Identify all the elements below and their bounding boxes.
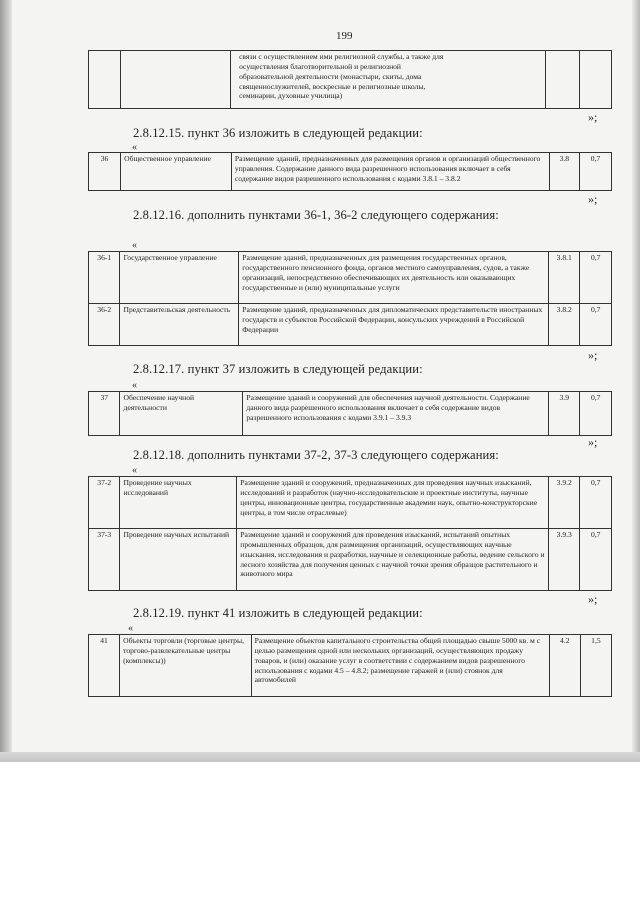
fragment-name-cell: [120, 51, 230, 109]
fragment-coef-cell: [580, 51, 612, 109]
item-name: Обеспечение научной деятельности: [120, 392, 243, 436]
opening-quote: «: [132, 380, 137, 391]
item-number: 37-3: [89, 529, 120, 591]
fragment-code-cell: [546, 51, 580, 109]
fragment-line: священнослужителей, воскресные и религиозные школы,: [239, 81, 426, 91]
scan-shadow-right: [632, 0, 640, 762]
opening-quote: «: [132, 142, 137, 153]
fragment-line: осуществления благотворительной и религиозной: [239, 61, 401, 71]
item-name: Государственное управление: [120, 252, 239, 304]
table-item-36: [88, 152, 612, 191]
item-description: Размещение зданий, предназначенных для размещения государственных органов, государственного пенсионного фонда, органов местного самоуправления, судов, а также организаций, непосредственно обеспечивающих их деятельность или оказывающих государственные и (или) муниципальные услуги: [239, 252, 549, 304]
item-coefficient: 0,7: [580, 477, 612, 529]
item-number: 37-2: [89, 477, 120, 529]
item-name: Общественное управление: [121, 153, 232, 191]
item-coefficient: 0,7: [579, 153, 611, 191]
item-code: 4.2: [549, 635, 580, 697]
item-description: Размещение зданий, предназначенных для размещения органов и организаций общественного управления. Содержание данного вида разрешенного использования включает в себя содержание видов разрешенного использования с кодами 3.8.1 – 3.8.2: [231, 153, 549, 191]
section-heading: 2.8.12.17. пункт 37 изложить в следующей редакции:: [133, 362, 423, 376]
item-description: Размещение зданий и сооружений, предназначенных для проведения научных изысканий, исследований и разработок (научно-исследовательские и проектные институты, научные центры, инновационные центры, государственные академии наук, опытно-конструкторские центры, в том числе отраслевые): [237, 477, 549, 529]
opening-quote: «: [132, 465, 137, 476]
item-name: Проведение научных испытаний: [120, 529, 237, 591]
section-heading: 2.8.12.15. пункт 36 изложить в следующей редакции:: [133, 126, 423, 140]
closing-quote: »;: [588, 592, 598, 606]
item-number: 36-1: [89, 252, 120, 304]
item-coefficient: 1,5: [580, 635, 611, 697]
closing-quote: »;: [588, 110, 598, 124]
closing-quote: »;: [588, 435, 598, 449]
item-code: 3.8.2: [549, 304, 580, 346]
section-heading: 2.8.12.16. дополнить пунктами 36-1, 36-2 следующего содержания:: [133, 208, 499, 222]
table-item-37: [88, 391, 612, 436]
item-number: 36-2: [89, 304, 120, 346]
closing-quote: »;: [588, 192, 598, 206]
fragment-desc-cell: [231, 51, 546, 109]
item-description: Размещение зданий, предназначенных для дипломатических представительств иностранных государств и субъектов Российской Федерации, консульских учреждений в Российской Федерации: [239, 304, 549, 346]
opening-quote: «: [132, 240, 137, 251]
page-number: 199: [336, 30, 353, 42]
item-code: 3.9.2: [549, 477, 580, 529]
fragment-line: семинарии, духовные училища): [239, 91, 343, 101]
item-description: Размещение объектов капитального строительства общей площадью свыше 5000 кв. м с целью размещения одной или нескольких организаций, осуществляющих продажу товаров, и (или) оказание услуг в соответствии с содержанием видов разрешенного использования с кодами 4.5 – 4.8.2; размещение гаражей и (или) стоянок для автомобилей: [251, 635, 549, 697]
item-number: 37: [89, 392, 120, 436]
fragment-line: связи с осуществлением ими религиозной службы, а также для: [239, 52, 444, 61]
table-items-37-2-37-3: [88, 476, 612, 591]
item-code: 3.9: [549, 392, 580, 436]
item-coefficient: 0,7: [580, 304, 612, 346]
fragment-table: [88, 50, 612, 109]
fragment-line: образовательной деятельности (монастыри, скиты, дома: [239, 71, 422, 81]
item-code: 3.8.1: [549, 252, 580, 304]
item-name: Проведение научных исследований: [120, 477, 237, 529]
item-coefficient: 0,7: [580, 252, 612, 304]
item-name: Объекты торговли (торговые центры, торгово-развлекательные центры (комплексы)): [120, 635, 252, 697]
item-name: Представительская деятельность: [120, 304, 239, 346]
item-description: Размещение зданий и сооружений для обеспечения научной деятельности. Содержание данного вида разрешенного использования включает в себя содержание видов разрешенного использования с кодами 3.9.1 – 3.9.3: [243, 392, 549, 436]
item-coefficient: 0,7: [580, 529, 612, 591]
item-coefficient: 0,7: [580, 392, 612, 436]
table-items-36-1-36-2: [88, 251, 612, 346]
item-code: 3.9.3: [549, 529, 580, 591]
scan-shadow-bottom: [0, 752, 640, 762]
opening-quote: «: [128, 623, 133, 634]
item-description: Размещение зданий и сооружений для проведения изысканий, испытаний опытных промышленных образцов, для размещения организаций, осуществляющих научные изыскания, исследования и разработки, научные и селекционные работы, ведение сельского и лесного хозяйства для получения ценных с научной точки зрения образцов растительного и животного мира: [237, 529, 549, 591]
table-item-41: [88, 634, 612, 697]
fragment-num-cell: [89, 51, 121, 109]
item-number: 41: [89, 635, 120, 697]
section-heading: 2.8.12.19. пункт 41 изложить в следующей редакции:: [133, 606, 423, 620]
section-heading: 2.8.12.18. дополнить пунктами 37-2, 37-3 следующего содержания:: [133, 448, 499, 462]
item-number: 36: [89, 153, 121, 191]
item-code: 3.8: [549, 153, 579, 191]
scan-shadow-left: [0, 0, 12, 762]
closing-quote: »;: [588, 348, 598, 362]
